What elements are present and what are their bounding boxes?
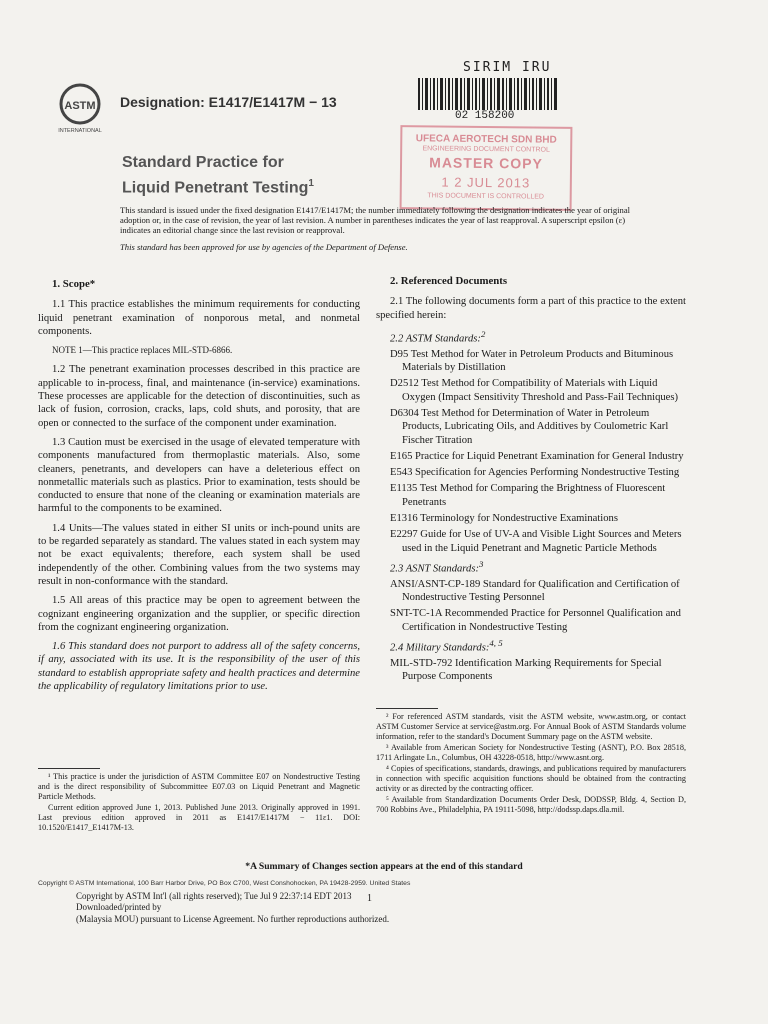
page-number: 1: [367, 893, 372, 904]
astm-standards-heading: 2.2 ASTM Standards:$^2$: [390, 328, 486, 345]
footnote: ² For referenced ASTM standards, visit the ASTM website, www.astm.org, or contact ASTM Customer Service at service@astm.org. For Annual Book of ASTM Standards volume information, refer to the standard's Document Summary page on the ASTM website.: [376, 712, 686, 741]
download-notice: [76, 891, 389, 925]
para-1-1: 1.1 This practice establishes the minimum requirements for conducting liquid penetrant examination of nonporous metal, and nonmetal components.: [38, 299, 360, 337]
title-line-2: Liquid Penetrant Testing$^1$: [122, 178, 314, 197]
referenced-documents-heading: 2. Referenced Documents: [390, 275, 508, 287]
footnotes-right: [376, 712, 686, 816]
footnote: ⁴ Copies of specifications, standards, drawings, and publications required by manufacturers in connection with specific acquisition functions should be obtained from the contracting activity or as directed by the contracting officer.: [376, 764, 686, 793]
footnotes-left: [38, 772, 360, 834]
scope-heading: 1. Scope*: [52, 278, 96, 290]
military-standards-heading: 2.4 Military Standards:$^{4, 5}$: [390, 637, 503, 654]
stamp-controlled: THIS DOCUMENT IS CONTROLLED: [427, 192, 545, 201]
left-column: [38, 278, 360, 699]
reference-item: E165 Practice for Liquid Penetrant Examination for General Industry: [390, 450, 684, 462]
reference-item: SNT-TC-1A Recommended Practice for Personnel Qualification and Certification in Nondestructive Testing: [390, 608, 681, 633]
asnt-reference-list: [376, 578, 686, 634]
footnote: ⁵ Available from Standardization Documents Order Desk, DODSSP, Bldg. 4, Section D, 700 Robbins Ave., Philadelphia, PA 19111-5098, http://dodssp.daps.dla.mil.: [376, 795, 686, 814]
dod-approval-note: This standard has been approved for use by agencies of the Department of Defense.: [120, 242, 408, 252]
download-line-1: Copyright by ASTM Int'l (all rights reserved); Tue Jul 9 22:37:14 EDT 2013: [76, 891, 352, 901]
stamp-date: 1 2 JUL 2013: [441, 174, 531, 191]
note-1: NOTE 1—This practice replaces MIL-STD-6866.: [52, 345, 233, 356]
copyright-line: Copyright © ASTM International, 100 Barr Harbor Drive, PO Box C700, West Conshohocken, PA 19428-2959. United States: [38, 880, 411, 887]
para-1-2: 1.2 The penetrant examination processes described in this practice are applicable to in-process, final, and maintenance (in-service) examinations. These processes are applicable for the detection of discontinuities, such as lack of fusion, corrosion, cracks, laps, cold shuts, and porosity, that are open or connected to the surface of the component under examination.: [38, 364, 360, 429]
download-line-2: Downloaded/printed by: [76, 902, 162, 913]
para-1-4: 1.4 Units—The values stated in either SI units or inch-pound units are to be regarded separately as standard. The values stated in each system may not be exact equivalents; therefore, each system shall be used independently of the other. Combining values from the two systems may result in non-conformance with the standard.: [38, 522, 360, 587]
reference-item: ANSI/ASNT-CP-189 Standard for Qualification and Certification of Nondestructive Testing Personnel: [390, 578, 680, 603]
footnote-rule-left: [38, 768, 100, 769]
astm-logo-icon: [56, 82, 104, 134]
master-copy-stamp: [400, 125, 573, 211]
para-1-5: 1.5 All areas of this practice may be open to agreement between the cognizant engineering organization and the supplier, or specific direction from the cognizant engineering organization.: [38, 595, 360, 633]
footnote: Current edition approved June 1, 2013. Published June 2013. Originally approved in 1991. Last previous edition approved in 2011 as E1417/E1417M − 11ε1. DOI: 10.1520/E1417_E1417M-13.: [38, 803, 360, 832]
reference-item: D95 Test Method for Water in Petroleum Products and Bituminous Materials by Distillation: [390, 348, 674, 374]
stamp-master-copy: MASTER COPY: [429, 154, 543, 172]
issuance-note: This standard is issued under the fixed designation E1417/E1417M; the number immediately following the designation indicates the year of original adoption or, in the case of revision, the year of last revision. A number in parentheses indicates the year of last reapproval. A superscript epsilon (ε) indicates an editorial change since the last revision or reapproval.: [120, 205, 631, 236]
reference-item: E1135 Test Method for Comparing the Brightness of Fluorescent Penetrants: [390, 483, 666, 508]
barcode-number: 02 158200: [455, 110, 515, 122]
footnote: ¹ This practice is under the jurisdiction of ASTM Committee E07 on Nondestructive Testing and is the direct responsibility of Subcommittee E07.03 on Liquid Penetrant and Magnetic Particle Methods.: [38, 772, 360, 801]
designation: Designation: E1417/E1417M − 13: [120, 94, 337, 110]
asnt-standards-heading: 2.3 ASNT Standards:$^3$: [390, 558, 484, 575]
svg-text:INTERNATIONAL: INTERNATIONAL: [58, 128, 102, 134]
barcode-icon: [418, 78, 558, 110]
reference-item: D2512 Test Method for Compatibility of Materials with Liquid Oxygen (Impact Sensitivity Threshold and Pass-Fail Techniques): [390, 378, 679, 403]
document-title: [122, 152, 314, 198]
right-column: [376, 275, 686, 686]
reference-item: D6304 Test Method for Determination of Water in Petroleum Products, Lubricating Oils, and Additives by Coulometric Karl Fischer Titration: [390, 407, 669, 446]
para-1-6: 1.6 This standard does not purport to address all of the safety concerns, if any, associated with its use. It is the responsibility of the user of this standard to establish appropriate safety and health practices and determine the applicability of regulatory limitations prior to use.: [38, 641, 360, 693]
svg-text:ASTM: ASTM: [64, 100, 96, 112]
footnote-rule-right: [376, 708, 438, 709]
summary-of-changes-note: *A Summary of Changes section appears at the end of this standard: [245, 861, 523, 872]
footnote: ³ Available from American Society for Nondestructive Testing (ASNT), P.O. Box 28518, 1711 Arlingate Ln., Columbus, OH 43228-0518, http://www.asnt.org.: [376, 743, 686, 762]
para-1-3: 1.3 Caution must be exercised in the usage of elevated temperature with components manufactured from thermoplastic materials. Also, some cleaners, penetrants, and developers can have a deleterious effect on nonmetallic materials such as plastics. Prior to examination, tests should be conducted to ensure that none of the cleaning or examination materials are harmful to the components to be examined.: [38, 436, 360, 515]
military-reference-list: [376, 657, 686, 684]
sirim-label: SIRIM IRU: [463, 60, 552, 75]
reference-item: E2297 Guide for Use of UV-A and Visible Light Sources and Meters used in the Liquid Penetrant and Magnetic Particle Methods: [390, 529, 682, 554]
stamp-company: UFECA AEROTECH SDN BHD: [415, 133, 557, 146]
reference-item: MIL-STD-792 Identification Marking Requirements for Special Purpose Components: [390, 657, 662, 683]
para-2-1: 2.1 The following documents form a part of this practice to the extent specified herein:: [376, 296, 686, 321]
reference-item: E1316 Terminology for Nondestructive Examinations: [390, 512, 618, 524]
stamp-dept: ENGINEERING DOCUMENT CONTROL: [422, 145, 550, 154]
astm-reference-list: [376, 348, 686, 555]
reference-item: E543 Specification for Agencies Performing Nondestructive Testing: [390, 467, 680, 479]
title-line-1: Standard Practice for: [122, 154, 284, 171]
download-line-3: (Malaysia MOU) pursuant to License Agreement. No further reproductions authorized.: [76, 913, 390, 924]
